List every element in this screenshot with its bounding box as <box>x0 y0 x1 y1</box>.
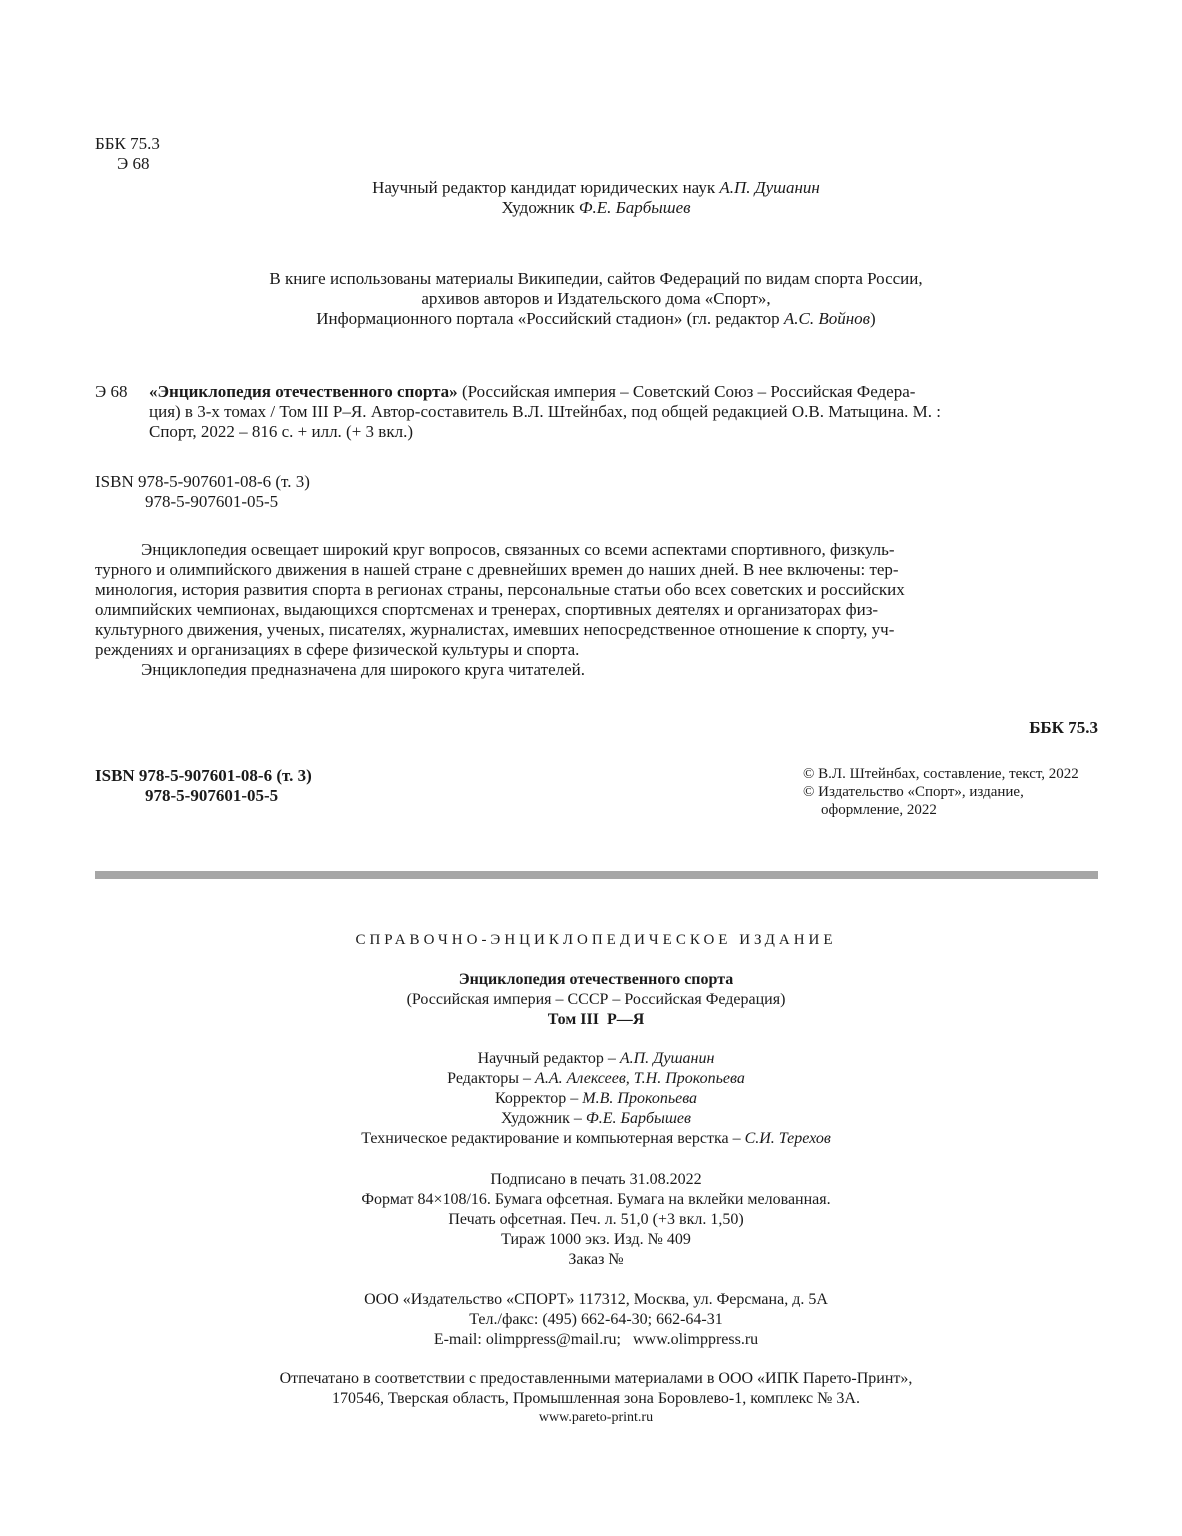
annotation-line: минология, история развития спорта в регионах страны, персональные статьи обо всех советских и российских <box>95 580 905 599</box>
sources-line: Информационного портала «Российский стадион» (гл. редактор А.С. Войнов) <box>316 309 876 328</box>
publisher-info <box>0 1290 1182 1350</box>
catalog-title: «Энциклопедия отечественного спорта» <box>149 382 458 401</box>
annotation-line: олимпийских чемпионах, выдающихся спортсменах и тренерах, спортивных деятелях и организаторах физ- <box>95 600 879 619</box>
scientific-editor-line: Научный редактор кандидат юридических наук А.П. Душанин <box>372 178 820 197</box>
scientific-editor-name: А.П. Душанин <box>719 178 820 197</box>
print-detail-line: Печать офсетная. Печ. л. 51,0 (+3 вкл. 1,50) <box>448 1211 744 1228</box>
catalog-entry <box>149 382 1109 442</box>
printer-line: Отпечатано в соответствии с предоставленными материалами в ООО «ИПК Парето-Принт», <box>279 1370 913 1387</box>
annotation-line: турного и олимпийского движения в нашей стране с древнейших времен до наших дней. В нее включены: тер- <box>95 560 899 579</box>
portal-editor-name: А.С. Войнов <box>783 309 871 328</box>
annotation-line: реждениях и организациях в сфере физической культуры и спорта. <box>95 640 580 659</box>
artist-line: Художник Ф.Е. Барбышев <box>501 198 691 217</box>
credits-top <box>0 178 1182 218</box>
annotation-line: культурного движения, ученых, писателях, журналистах, имевших непосредственное отношение к спорту, уч- <box>95 620 895 639</box>
print-detail-line: Тираж 1000 экз. Изд. № 409 <box>501 1231 691 1248</box>
print-details <box>0 1170 1182 1270</box>
copyright <box>803 765 1079 819</box>
isbn-bold: ISBN 978-5-907601-08-6 (т. 3) 978-5-907601-05-5 <box>95 766 312 805</box>
printer-info <box>0 1369 1182 1426</box>
annotation <box>95 540 1098 680</box>
staff-line: Корректор – М.В. Прокопьева <box>494 1090 698 1107</box>
imprint-volume: Том III Р—Я <box>547 1011 645 1028</box>
bbk-bottom: ББК 75.3 <box>1029 718 1098 737</box>
annotation-line: Энциклопедия освещает широкий круг вопросов, связанных со всеми аспектами спортивного, физкуль- <box>141 540 895 559</box>
print-detail-line: Заказ № <box>568 1251 624 1268</box>
catalog-line: «Энциклопедия отечественного спорта» (Российская империя – Советский Союз – Российская Федера- <box>149 382 916 401</box>
imprint-staff <box>0 1049 1182 1149</box>
isbn-plain: ISBN 978-5-907601-08-6 (т. 3) 978-5-907601-05-5 <box>95 472 310 511</box>
copyright-line: оформление, 2022 <box>821 802 937 818</box>
sources-line: архивов авторов и Издательского дома «Спорт», <box>421 289 771 308</box>
copyright-line: © В.Л. Штейнбах, составление, текст, 2022 <box>803 766 1079 782</box>
publisher-line: ООО «Издательство «СПОРТ» 117312, Москва, ул. Ферсмана, д. 5А <box>364 1291 828 1308</box>
artist-name: Ф.Е. Барбышев <box>578 198 691 217</box>
imprint-title: Энциклопедия отечественного спорта <box>458 971 734 988</box>
bbk-top <box>95 134 160 174</box>
imprint-title-block <box>0 970 1182 1030</box>
publisher-line: E-mail: olimppress@mail.ru; www.olimppress.ru <box>433 1331 759 1348</box>
copyright-line: © Издательство «Спорт», издание, <box>803 784 1024 800</box>
catalog-line: Спорт, 2022 – 816 с. + илл. (+ 3 вкл.) <box>149 422 413 441</box>
divider <box>95 871 1098 879</box>
bbk-code: ББК 75.3 <box>95 134 160 153</box>
catalog-mark: Э 68 <box>95 382 128 401</box>
imprint-subtitle: (Российская империя – СССР – Российская Федерация) <box>406 991 786 1008</box>
staff-line: Редакторы – А.А. Алексеев, Т.Н. Прокопьева <box>447 1070 745 1087</box>
staff-line: Художник – Ф.Е. Барбышев <box>501 1110 691 1127</box>
printer-line: 170546, Тверская область, Промышленная зона Боровлево-1, комплекс № 3А. <box>332 1390 860 1407</box>
staff-line: Научный редактор – А.П. Душанин <box>477 1050 715 1067</box>
sources-line: В книге использованы материалы Википедии, сайтов Федераций по видам спорта России, <box>269 269 923 288</box>
author-sign: Э 68 <box>117 154 150 173</box>
printer-website: www.pareto-print.ru <box>538 1410 654 1425</box>
print-detail-line: Формат 84×108/16. Бумага офсетная. Бумага на вклейки мелованная. <box>361 1191 831 1208</box>
catalog-line: ция) в 3-х томах / Том III Р–Я. Автор-составитель В.Л. Штейнбах, под общей редакцией О.В. Матыцина. М. : <box>149 402 942 421</box>
sources-note <box>0 269 1182 329</box>
edition-type: СПРАВОЧНО-ЭНЦИКЛОПЕДИЧЕСКОЕ ИЗДАНИЕ <box>355 932 837 948</box>
publisher-line: Тел./факс: (495) 662-64-30; 662-64-31 <box>469 1311 723 1328</box>
staff-line: Техническое редактирование и компьютерная верстка – С.И. Терехов <box>361 1130 831 1147</box>
print-detail-line: Подписано в печать 31.08.2022 <box>490 1171 702 1188</box>
annotation-audience: Энциклопедия предназначена для широкого круга читателей. <box>141 660 586 679</box>
